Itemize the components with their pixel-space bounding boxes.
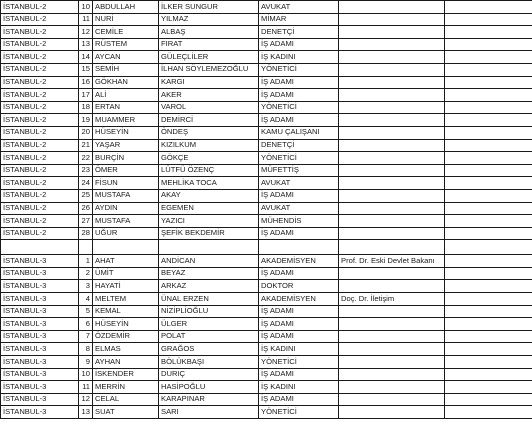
last-name-cell: EGEMEN [159,202,259,215]
number-cell: 25 [79,189,93,202]
empty-cell [445,280,532,293]
table-row [1,215,532,228]
city-cell: İSTANBUL-2 [1,139,79,152]
city-cell: İSTANBUL-2 [1,89,79,102]
first-name-cell: AHAT [93,255,159,268]
first-name-cell: HAYATİ [93,280,159,293]
city-cell: İSTANBUL-3 [1,318,79,331]
empty-cell [79,240,93,255]
first-name-cell: AYHAN [93,356,159,369]
city-cell: İSTANBUL-2 [1,38,79,51]
city-cell: İSTANBUL-3 [1,381,79,394]
table-row [1,381,532,394]
empty-cell [445,240,532,255]
note-cell [339,215,445,228]
table-row [1,393,532,406]
empty-cell [445,63,532,76]
profession-cell: İŞ KADINI [259,51,339,64]
first-name-cell: AYCAN [93,51,159,64]
table-row [1,189,532,202]
table-row [1,51,532,64]
last-name-cell: GÖKÇE [159,152,259,165]
profession-cell: İŞ ADAMI [259,114,339,127]
number-cell: 20 [79,126,93,139]
table-row [1,318,532,331]
note-cell [339,1,445,14]
number-cell: 11 [79,381,93,394]
note-cell [339,343,445,356]
profession-cell: AKADEMİSYEN [259,293,339,306]
profession-cell: MÜFETTİŞ [259,164,339,177]
note-cell [339,101,445,114]
table-row [1,330,532,343]
empty-cell [445,189,532,202]
empty-cell [259,240,339,255]
table-row [1,139,532,152]
first-name-cell: NURİ [93,13,159,26]
first-name-cell: HÜSEYİN [93,318,159,331]
empty-cell [445,202,532,215]
note-cell [339,330,445,343]
table-row [1,13,532,26]
note-cell [339,13,445,26]
table-row [1,305,532,318]
last-name-cell: GÜLEÇLİLER [159,51,259,64]
last-name-cell: GRAĞOS [159,343,259,356]
empty-cell [445,26,532,39]
last-name-cell: POLAT [159,330,259,343]
empty-cell [445,114,532,127]
profession-cell: YÖNETİCİ [259,101,339,114]
first-name-cell: FİSUN [93,177,159,190]
last-name-cell: YILMAZ [159,13,259,26]
city-cell: İSTANBUL-2 [1,26,79,39]
note-cell [339,305,445,318]
empty-cell [445,126,532,139]
city-cell: İSTANBUL-3 [1,406,79,419]
note-cell [339,227,445,240]
last-name-cell: NİZİPLİOĞLU [159,305,259,318]
table-row [1,227,532,240]
city-cell: İSTANBUL-2 [1,13,79,26]
profession-cell: İŞ ADAMI [259,305,339,318]
city-cell: İSTANBUL-3 [1,305,79,318]
empty-cell [445,1,532,14]
city-cell: İSTANBUL-3 [1,267,79,280]
number-cell: 10 [79,368,93,381]
note-cell [339,152,445,165]
table-row [1,1,532,14]
profession-cell: İŞ ADAMI [259,267,339,280]
first-name-cell: MELTEM [93,293,159,306]
last-name-cell: ANDİCAN [159,255,259,268]
empty-cell [445,393,532,406]
first-name-cell: İSKENDER [93,368,159,381]
first-name-cell: GÖKHAN [93,76,159,89]
first-name-cell: ABDULLAH [93,1,159,14]
last-name-cell: BÖLÜKBAŞI [159,356,259,369]
profession-cell: İŞ ADAMI [259,89,339,102]
number-cell: 5 [79,305,93,318]
first-name-cell: ALİ [93,89,159,102]
note-cell [339,139,445,152]
profession-cell: AKADEMİSYEN [259,255,339,268]
profession-cell: YÖNETİCİ [259,356,339,369]
city-cell: İSTANBUL-3 [1,368,79,381]
empty-cell [159,240,259,255]
note-cell: Prof. Dr. Eski Devlet Bakanı [339,255,445,268]
city-cell: İSTANBUL-3 [1,280,79,293]
city-cell: İSTANBUL-3 [1,393,79,406]
empty-cell [445,356,532,369]
number-cell: 8 [79,343,93,356]
number-cell: 13 [79,406,93,419]
profession-cell: İŞ ADAMI [259,76,339,89]
empty-cell [445,51,532,64]
note-cell [339,76,445,89]
number-cell: 3 [79,280,93,293]
table-row [1,152,532,165]
last-name-cell: DURIÇ [159,368,259,381]
first-name-cell: ÜMİT [93,267,159,280]
empty-cell [445,76,532,89]
number-cell: 18 [79,101,93,114]
note-cell [339,126,445,139]
number-cell: 2 [79,267,93,280]
profession-cell: DENETÇİ [259,26,339,39]
last-name-cell: DEMİRCİ [159,114,259,127]
first-name-cell: KEMAL [93,305,159,318]
last-name-cell: AKER [159,89,259,102]
table-row [1,63,532,76]
first-name-cell: AYDIN [93,202,159,215]
empty-cell [93,240,159,255]
empty-cell [445,255,532,268]
profession-cell: YÖNETİCİ [259,63,339,76]
number-cell: 22 [79,152,93,165]
number-cell: 14 [79,51,93,64]
empty-cell [445,330,532,343]
first-name-cell: ERTAN [93,101,159,114]
city-cell: İSTANBUL-2 [1,215,79,228]
empty-cell [445,305,532,318]
empty-cell [445,139,532,152]
first-name-cell: BURÇİN [93,152,159,165]
number-cell: 13 [79,38,93,51]
profession-cell: AVUKAT [259,1,339,14]
number-cell: 4 [79,293,93,306]
last-name-cell: İLHAN SÖYLEMEZOĞLU [159,63,259,76]
table-row [1,280,532,293]
last-name-cell: SARI [159,406,259,419]
last-name-cell: ARKAZ [159,280,259,293]
note-cell [339,280,445,293]
first-name-cell: ÖMER [93,164,159,177]
city-cell: İSTANBUL-2 [1,177,79,190]
profession-cell: İŞ ADAMI [259,318,339,331]
profession-cell: YÖNETİCİ [259,406,339,419]
table-row [1,293,532,306]
last-name-cell: KIZILKUM [159,139,259,152]
first-name-cell: RÜSTEM [93,38,159,51]
last-name-cell: KARGI [159,76,259,89]
number-cell: 15 [79,63,93,76]
first-name-cell: MUSTAFA [93,215,159,228]
profession-cell: İŞ KADINI [259,381,339,394]
empty-cell [445,164,532,177]
number-cell: 17 [79,89,93,102]
table-row [1,368,532,381]
first-name-cell: MUAMMER [93,114,159,127]
empty-cell [339,240,445,255]
note-cell [339,318,445,331]
note-cell [339,26,445,39]
note-cell [339,51,445,64]
city-cell: İSTANBUL-2 [1,164,79,177]
empty-cell [445,38,532,51]
city-cell: İSTANBUL-2 [1,101,79,114]
note-cell [339,89,445,102]
city-cell: İSTANBUL-2 [1,1,79,14]
city-cell: İSTANBUL-3 [1,330,79,343]
last-name-cell: ŞEFİK BEKDEMİR [159,227,259,240]
note-cell [339,63,445,76]
last-name-cell: ÜLGER [159,318,259,331]
profession-cell: İŞ ADAMI [259,38,339,51]
empty-cell [445,101,532,114]
last-name-cell: İLKER SUNGUR [159,1,259,14]
number-cell: 23 [79,164,93,177]
empty-cell [445,293,532,306]
note-cell [339,189,445,202]
table-body [1,1,532,419]
note-cell [339,356,445,369]
profession-cell: DOKTOR [259,280,339,293]
first-name-cell: ÖZDEMİR [93,330,159,343]
profession-cell: MÜHENDİS [259,215,339,228]
note-cell [339,114,445,127]
empty-cell [445,215,532,228]
profession-cell: KAMU ÇALIŞANI [259,126,339,139]
number-cell: 9 [79,356,93,369]
profession-cell: AVUKAT [259,177,339,190]
city-cell: İSTANBUL-3 [1,255,79,268]
number-cell: 24 [79,177,93,190]
number-cell: 26 [79,202,93,215]
profession-cell: İŞ ADAMI [259,393,339,406]
city-cell: İSTANBUL-2 [1,202,79,215]
first-name-cell: ELMAS [93,343,159,356]
last-name-cell: MEHLİKA TOCA [159,177,259,190]
last-name-cell: LÜTFÜ ÖZENÇ [159,164,259,177]
profession-cell: İŞ ADAMI [259,368,339,381]
city-cell: İSTANBUL-2 [1,63,79,76]
empty-cell [445,381,532,394]
note-cell [339,267,445,280]
first-name-cell: HÜSEYİN [93,126,159,139]
profession-cell: İŞ KADINI [259,343,339,356]
empty-cell [445,267,532,280]
profession-cell: İŞ ADAMI [259,227,339,240]
last-name-cell: AKAY [159,189,259,202]
city-cell: İSTANBUL-3 [1,293,79,306]
number-cell: 27 [79,215,93,228]
first-name-cell: SUAT [93,406,159,419]
table-row [1,267,532,280]
profession-cell: İŞ ADAMI [259,330,339,343]
city-cell: İSTANBUL-2 [1,189,79,202]
note-cell [339,164,445,177]
note-cell [339,368,445,381]
table-row [1,76,532,89]
profession-cell: AVUKAT [259,202,339,215]
empty-cell [1,240,79,255]
note-cell [339,177,445,190]
table-row [1,38,532,51]
table-row [1,255,532,268]
note-cell: Doç. Dr. İletişim [339,293,445,306]
city-cell: İSTANBUL-3 [1,356,79,369]
empty-cell [445,343,532,356]
last-name-cell: ÜNAL ERZEN [159,293,259,306]
last-name-cell: KARAPINAR [159,393,259,406]
city-cell: İSTANBUL-2 [1,76,79,89]
table-row [1,164,532,177]
last-name-cell: ÖNDEŞ [159,126,259,139]
first-name-cell: MUSTAFA [93,189,159,202]
table-row [1,406,532,419]
number-cell: 19 [79,114,93,127]
table-row [1,89,532,102]
number-cell: 1 [79,255,93,268]
number-cell: 12 [79,26,93,39]
last-name-cell: FIRAT [159,38,259,51]
table-row [1,126,532,139]
last-name-cell: BEYAZ [159,267,259,280]
profession-cell: YÖNETİCİ [259,152,339,165]
empty-cell [445,406,532,419]
note-cell [339,38,445,51]
city-cell: İSTANBUL-3 [1,343,79,356]
table-row [1,202,532,215]
table-row [1,114,532,127]
table-row [1,356,532,369]
profession-cell: MİMAR [259,13,339,26]
separator-row [1,240,532,255]
first-name-cell: UĞUR [93,227,159,240]
first-name-cell: SEMİH [93,63,159,76]
city-cell: İSTANBUL-2 [1,227,79,240]
empty-cell [445,318,532,331]
last-name-cell: HASİPOĞLU [159,381,259,394]
first-name-cell: CEMİLE [93,26,159,39]
table-row [1,177,532,190]
last-name-cell: ALBAŞ [159,26,259,39]
city-cell: İSTANBUL-2 [1,152,79,165]
empty-cell [445,89,532,102]
table-row [1,101,532,114]
empty-cell [445,227,532,240]
profession-cell: DENETÇİ [259,139,339,152]
last-name-cell: YAZICI [159,215,259,228]
number-cell: 10 [79,1,93,14]
empty-cell [445,177,532,190]
empty-cell [445,152,532,165]
table-row [1,343,532,356]
profession-cell: İŞ ADAMI [259,189,339,202]
first-name-cell: MERRİN [93,381,159,394]
note-cell [339,393,445,406]
number-cell: 28 [79,227,93,240]
number-cell: 6 [79,318,93,331]
note-cell [339,202,445,215]
note-cell [339,381,445,394]
first-name-cell: YAŞAR [93,139,159,152]
first-name-cell: CELAL [93,393,159,406]
city-cell: İSTANBUL-2 [1,114,79,127]
number-cell: 21 [79,139,93,152]
last-name-cell: VAROL [159,101,259,114]
empty-cell [445,368,532,381]
number-cell: 12 [79,393,93,406]
number-cell: 11 [79,13,93,26]
city-cell: İSTANBUL-2 [1,126,79,139]
number-cell: 16 [79,76,93,89]
note-cell [339,406,445,419]
city-cell: İSTANBUL-2 [1,51,79,64]
table-row [1,26,532,39]
number-cell: 7 [79,330,93,343]
empty-cell [445,13,532,26]
